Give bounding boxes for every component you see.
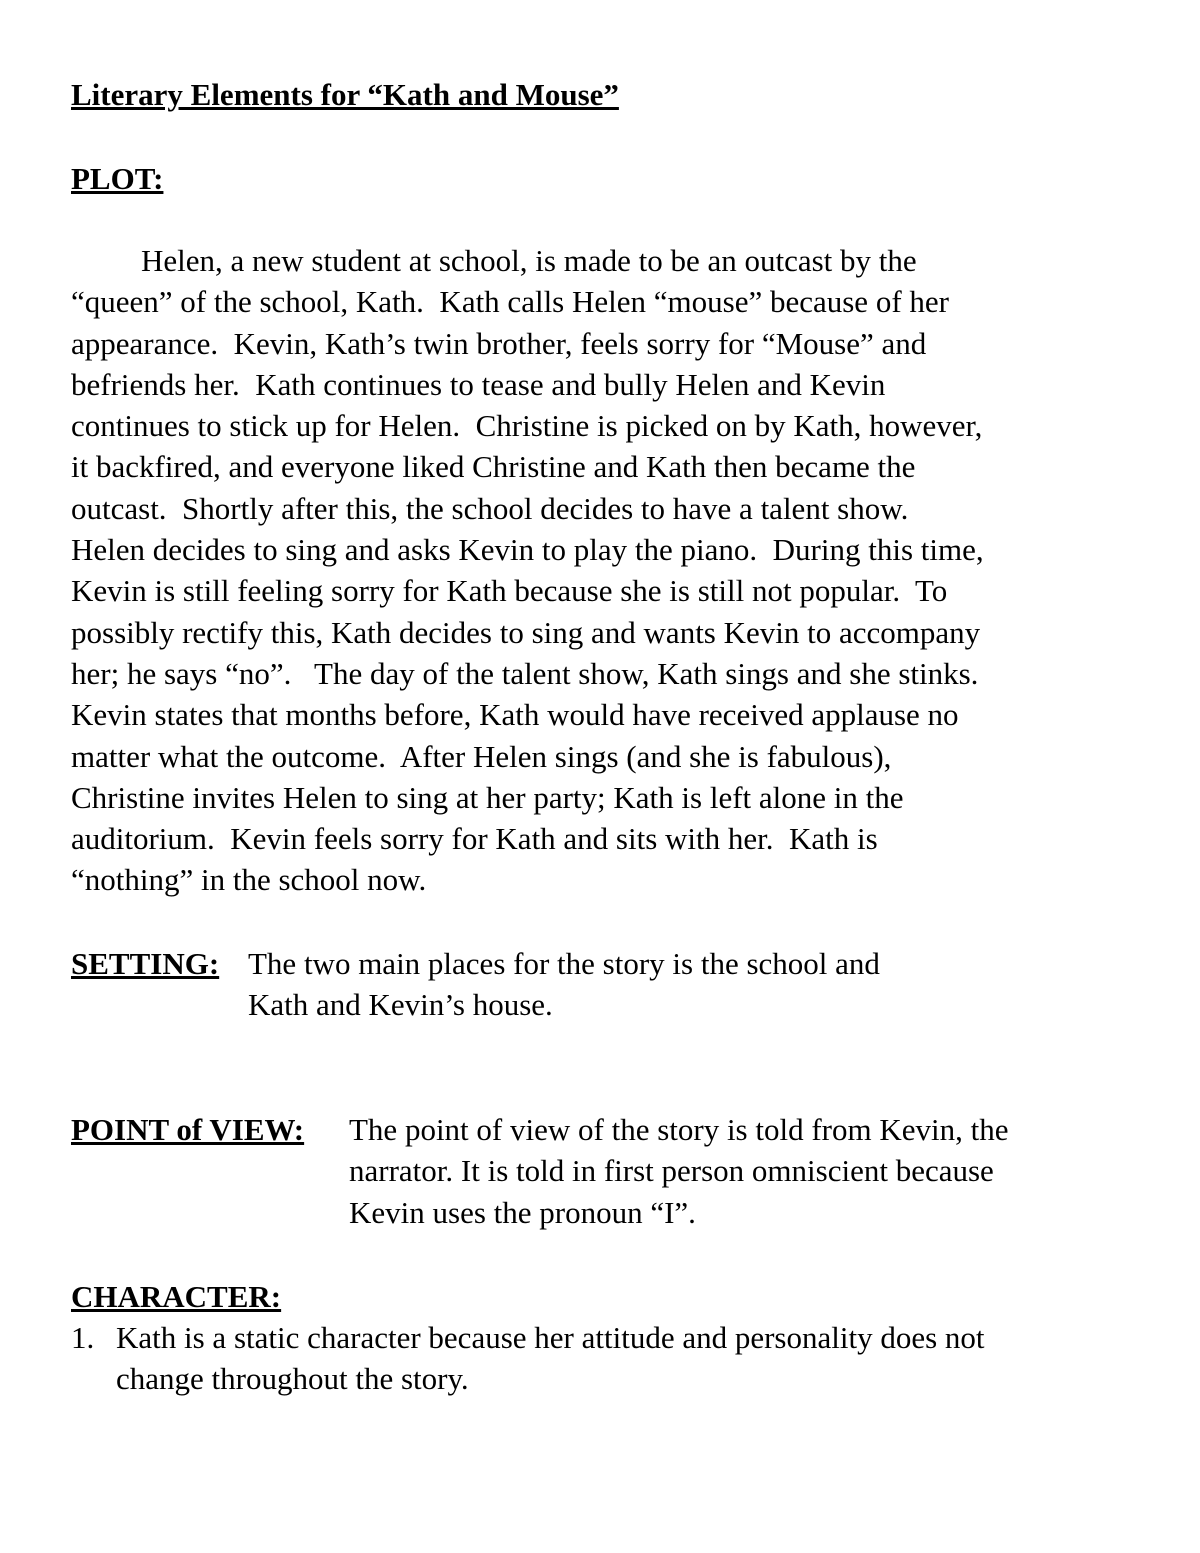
point-of-view-heading: POINT of VIEW:: [71, 1112, 305, 1147]
plot-line: Kevin states that months before, Kath would have received applause no: [71, 697, 959, 733]
plot-line: appearance. Kevin, Kath’s twin brother, feels sorry for “Mouse” and: [71, 325, 927, 361]
character-heading: CHARACTER:: [71, 1279, 282, 1314]
point-of-view-line: Kevin uses the pronoun “I”.: [349, 1194, 696, 1230]
plot-line: Helen, a new student at school, is made to be an outcast by the: [141, 243, 917, 278]
plot-heading: PLOT:: [71, 161, 164, 196]
document-title: Literary Elements for “Kath and Mouse”: [71, 77, 619, 112]
plot-line: matter what the outcome. After Helen sings (and she is fabulous),: [71, 738, 892, 774]
point-of-view-text: [349, 1109, 1009, 1233]
plot-line: Christine invites Helen to sing at her party; Kath is left alone in the: [71, 779, 904, 815]
plot-line: Kevin is still feeling sorry for Kath because she is still not popular. To: [71, 573, 948, 609]
point-of-view-line: narrator. It is told in first person omniscient because: [349, 1153, 994, 1189]
setting-line: Kath and Kevin’s house.: [248, 987, 553, 1023]
point-of-view-line: The point of view of the story is told from Kevin, the: [349, 1112, 1009, 1147]
plot-line: her; he says “no”. The day of the talent show, Kath sings and she stinks.: [71, 655, 979, 691]
plot-line: befriends her. Kath continues to tease and bully Helen and Kevin: [71, 366, 886, 402]
plot-paragraph: [71, 240, 1131, 901]
list-item-number: 1.: [71, 1320, 95, 1355]
list-item-text: [116, 1317, 985, 1400]
plot-line: possibly rectify this, Kath decides to sing and wants Kevin to accompany: [71, 614, 981, 650]
plot-line: it backfired, and everyone liked Christine and Kath then became the: [71, 449, 916, 485]
plot-line: “nothing” in the school now.: [71, 862, 427, 898]
setting-text: [248, 943, 880, 1026]
setting-heading: SETTING:: [71, 946, 220, 981]
plot-line: Helen decides to sing and asks Kevin to play the piano. During this time,: [71, 532, 984, 568]
plot-line: outcast. Shortly after this, the school decides to have a talent show.: [71, 490, 909, 526]
plot-line: “queen” of the school, Kath. Kath calls Helen “mouse” because of her: [71, 284, 949, 320]
character-line: change throughout the story.: [116, 1361, 469, 1397]
plot-line: continues to stick up for Helen. Christine is picked on by Kath, however,: [71, 408, 983, 444]
character-line: Kath is a static character because her attitude and personality does not: [116, 1320, 985, 1355]
plot-line: auditorium. Kevin feels sorry for Kath and sits with her. Kath is: [71, 821, 878, 857]
setting-line: The two main places for the story is the school and: [248, 946, 880, 981]
